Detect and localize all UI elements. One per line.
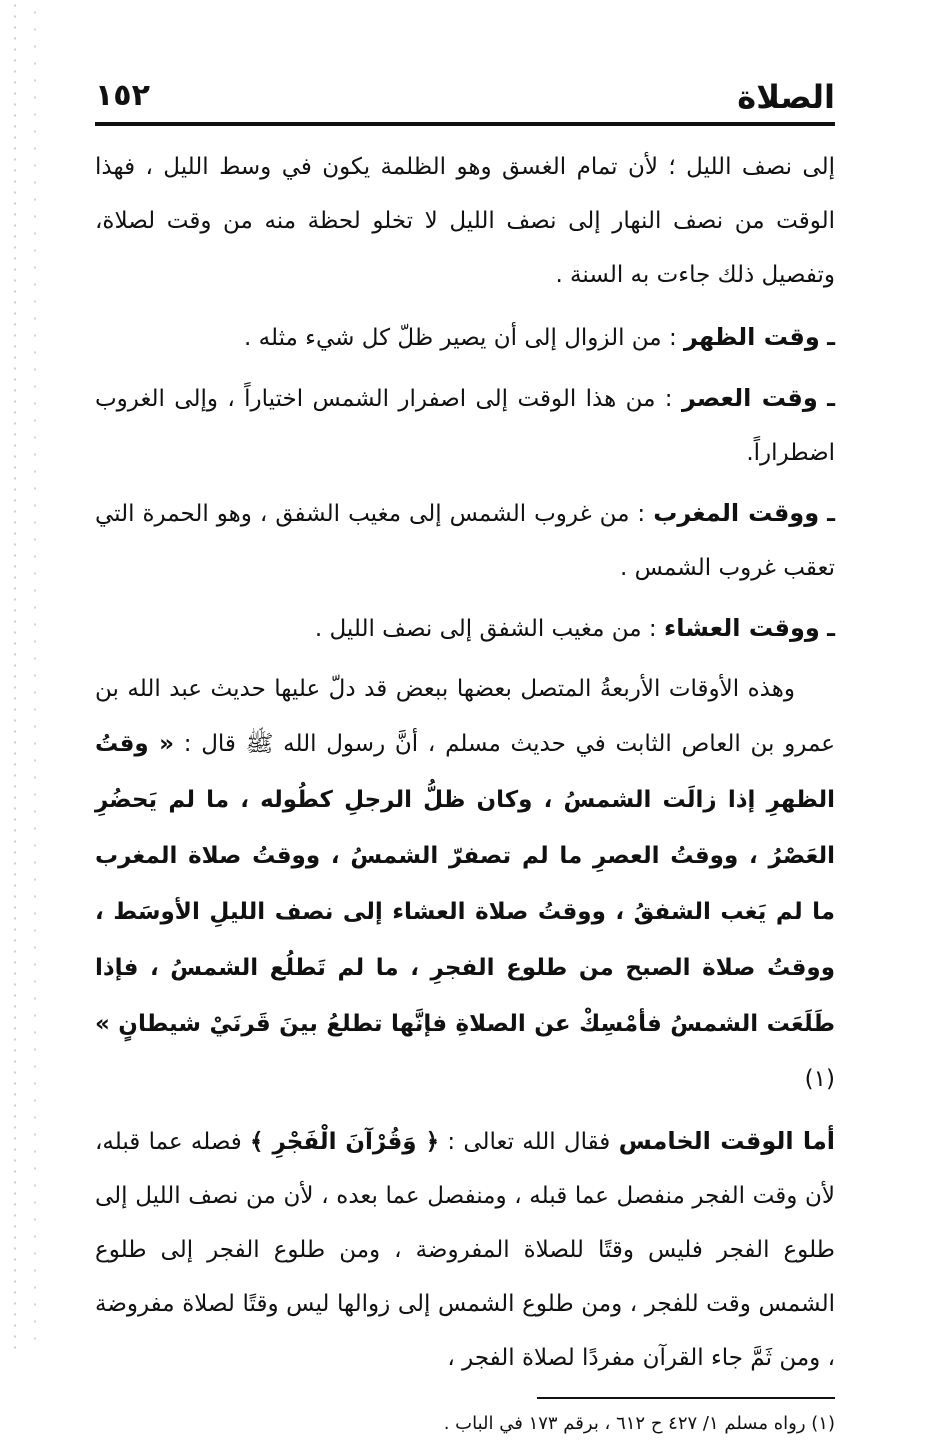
- paragraph-night: إلى نصف الليل ؛ لأن تمام الغسق وهو الظلمة يكون في وسط الليل ، فهذا الوقت من نصف النهار إلى نصف الليل لا تخلو لحظة منه من وقت لصلاة، وتفصيل ذلك جاءت به السنة .: [95, 154, 835, 288]
- fifth-time-label: أما الوقت الخامس: [618, 1127, 836, 1155]
- quran-verse: ﴿ وَقُرْآنَ الْفَجْرِ ﴾: [250, 1129, 440, 1155]
- item-dash: ـ: [827, 616, 835, 642]
- item-dash: ـ: [827, 386, 835, 412]
- page-header: [95, 72, 835, 126]
- footnote: (١) رواه مسلم ١/ ٤٢٧ ح ٦١٢ ، برقم ١٧٣ في الباب .: [443, 1413, 835, 1434]
- chapter-title: الصلاة: [737, 78, 835, 116]
- footnote-separator: [537, 1397, 835, 1399]
- item-text: : من هذا الوقت إلى اصفرار الشمس اختياراً ، وإلى الغروب اضطراراً.: [95, 386, 835, 466]
- item-asr-time: [95, 371, 835, 480]
- item-dash: ـ: [827, 325, 835, 351]
- book-page: [95, 72, 836, 1434]
- hadith-intro: وهذه الأوقات الأربعةُ المتصل بعضها ببعض قد دلّ عليها حديث عبد الله بن عمرو بن العاص الثابت في حديث مسلم ، أنَّ رسول الله ﷺ قال :: [95, 676, 835, 757]
- item-label: وقت الظهر: [684, 323, 820, 351]
- item-label: ووقت المغرب: [653, 499, 820, 527]
- fifth-time-text: فصله عما قبله، لأن وقت الفجر منفصل عما قبله ، ومنفصل عما بعده ، لأن من نصف الليل إلى طلوع الفجر فليس وقتًا للصلاة المفروضة ، ومن طلوع الفجر إلى طلوع الشمس وقت للفجر ، ومن طلوع الشمس إلى زوالها ليس وقتًا لصلاة مفروضة ، ومن ثَمَّ جاء القرآن مفردًا لصلاة الفجر ،: [95, 1129, 835, 1371]
- margin-scan-dots: [8, 0, 48, 1354]
- item-dash: ـ: [827, 501, 836, 527]
- paragraph-hadith: [95, 662, 835, 1106]
- item-text: : من مغيب الشفق إلى نصف الليل .: [314, 616, 657, 642]
- hadith-quote: « وقتُ الظهرِ إذا زالَت الشمسُ ، وكان ظلُّ الرجلِ كطُوله ، ما لم يَحضُرِ العَصْرُ ، ووقتُ العصرِ ما لم تصفرّ الشمسُ ، ووقتُ صلاة المغرب ما لم يَغب الشفقُ ، ووقتُ صلاة العشاء إلى نصف الليلِ الأوسَط ، ووقتُ صلاة الصبح من طلوع الفجرِ ، ما لم تَطلُع الشمسُ ، فإذا طَلَعَت الشمسُ فأمْسِكْ عن الصلاةِ فإنَّها تطلعُ بينَ قَرنَيْ شيطانٍ »: [95, 731, 835, 1037]
- item-text: : من غروب الشمس إلى مغيب الشفق ، وهو الحمرة التي تعقب غروب الشمس .: [95, 501, 835, 581]
- item-maghrib-time: [95, 486, 835, 595]
- footnote-marker: (١): [804, 1066, 835, 1092]
- paragraph-fifth-time: [95, 1114, 835, 1385]
- page-body: [95, 140, 835, 1441]
- item-label: ووقت العشاء: [664, 614, 820, 642]
- page-number: ١٥٢: [95, 78, 150, 113]
- item-isha-time: [95, 601, 835, 656]
- item-text: : من الزوال إلى أن يصير ظلّ كل شيء مثله .: [244, 325, 677, 351]
- fifth-time-pre: فقال الله تعالى :: [447, 1129, 611, 1155]
- item-dhuhr-time: [95, 310, 835, 365]
- item-label: وقت العصر: [681, 384, 818, 412]
